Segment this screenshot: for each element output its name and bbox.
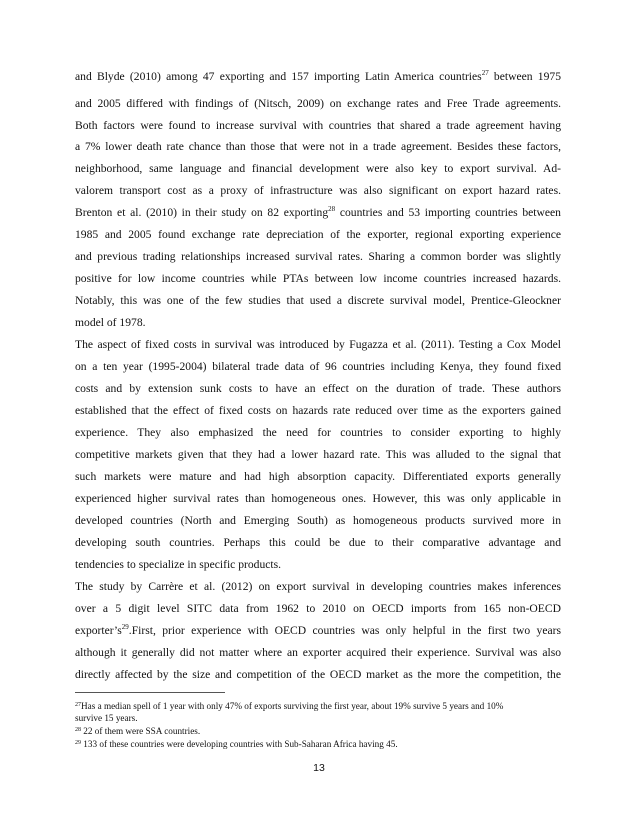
body-line: neighborhood, same language and financial development were also key to export survival. Ad- [75, 162, 561, 175]
body-line: competitive markets given that they had a lower hazard rate. This was alluded to the signal that [75, 448, 561, 461]
body-line: positive for low income countries while PTAs between low income countries increased hazards. [75, 272, 561, 285]
body-line [75, 624, 561, 639]
body-line: experience. They also emphasized the need for countries to consider exporting to highly [75, 426, 561, 439]
body-line: developing south countries. Perhaps this could be due to their comparative advantage and [75, 536, 561, 549]
footnote-separator [75, 692, 225, 693]
footnote-27 [75, 701, 561, 712]
text-span: exporter’s [75, 624, 122, 637]
body-line [75, 70, 561, 85]
body-line: The aspect of fixed costs in survival was introduced by Fugazza et al. (2011). Testing a Cox Model [75, 338, 561, 351]
body-line: established that the effect of fixed costs on hazards rate reduced over time as the exporters gained [75, 404, 561, 417]
footnote-mark: 27 [75, 702, 81, 708]
footnote-ref: 28 [328, 206, 336, 213]
text-span: Brenton et al. (2010) in their study on 82 exporting [75, 206, 329, 219]
page-number: 13 [313, 762, 325, 774]
body-line: developed countries (North and Emerging South) as homogeneous products survived more in [75, 514, 561, 527]
body-line: 1985 and 2005 found exchange rate depreciation of the exporter, regional exporting experience [75, 228, 561, 241]
body-line: on a ten year (1995-2004) bilateral trade data of 96 countries including Kenya, they found fixed [75, 360, 561, 373]
footnote-text: 133 of these countries were developing countries with Sub-Saharan Africa having 45. [81, 739, 398, 749]
footnote-mark: 28 [75, 727, 81, 733]
body-line: valorem transport cost as a proxy of infrastructure was also significant on export hazard rates. [75, 184, 561, 197]
footnote-ref: 27 [481, 70, 489, 77]
body-line: tendencies to specialize in specific products. [75, 558, 282, 571]
body-line: Notably, this was one of the few studies that used a discrete survival model, Prentice-Gleockner [75, 294, 561, 307]
text-span: between 1975 [488, 70, 561, 83]
body-line: a 7% lower death rate chance than those that were not in a trade agreement. Besides these factors, [75, 140, 561, 153]
body-line: over a 5 digit level SITC data from 1962 to 2010 on OECD imports from 165 non-OECD [75, 602, 561, 615]
body-line [75, 206, 561, 221]
body-line: such markets were mature and had high absorption capacity. Differentiated exports generally [75, 470, 561, 483]
body-line: The study by Carrère et al. (2012) on export survival in developing countries makes inferences [75, 580, 561, 593]
body-line: and 2005 differed with findings of (Nitsch, 2009) on exchange rates and Free Trade agreements. [75, 97, 561, 110]
text-span: countries and 53 importing countries between [335, 206, 561, 219]
footnote-text: 22 of them were SSA countries. [81, 726, 201, 736]
footnote-ref: 29 [121, 624, 129, 631]
footnote-text: Has a median spell of 1 year with only 47% of exports surviving the first year, about 19% survive 5 years and 10% [81, 701, 504, 711]
body-line: although it generally did not matter where an exporter acquired their experience. Survival was also [75, 646, 561, 659]
body-line: model of 1978. [75, 316, 146, 329]
text-span: .First, prior experience with OECD countries was only helpful in the first two years [128, 624, 561, 637]
body-line: costs and by extension sunk costs to have an effect on the duration of trade. These authors [75, 382, 561, 395]
body-line: directly affected by the size and competition of the OECD market as the more the competition, the [75, 668, 561, 681]
footnote-29 [75, 739, 561, 750]
body-line: experienced higher survival rates than homogeneous ones. However, this was only applicable in [75, 492, 561, 505]
footnote-mark: 29 [75, 740, 81, 746]
body-line: Both factors were found to increase survival with countries that shared a trade agreement having [75, 119, 561, 132]
footnote-27-continued: survive 15 years. [75, 713, 138, 723]
footnote-28 [75, 726, 561, 737]
body-line: and previous trading relationships increased survival rates. Sharing a common border was slightly [75, 250, 561, 263]
text-span: and Blyde (2010) among 47 exporting and 157 importing Latin America countries [75, 70, 482, 83]
